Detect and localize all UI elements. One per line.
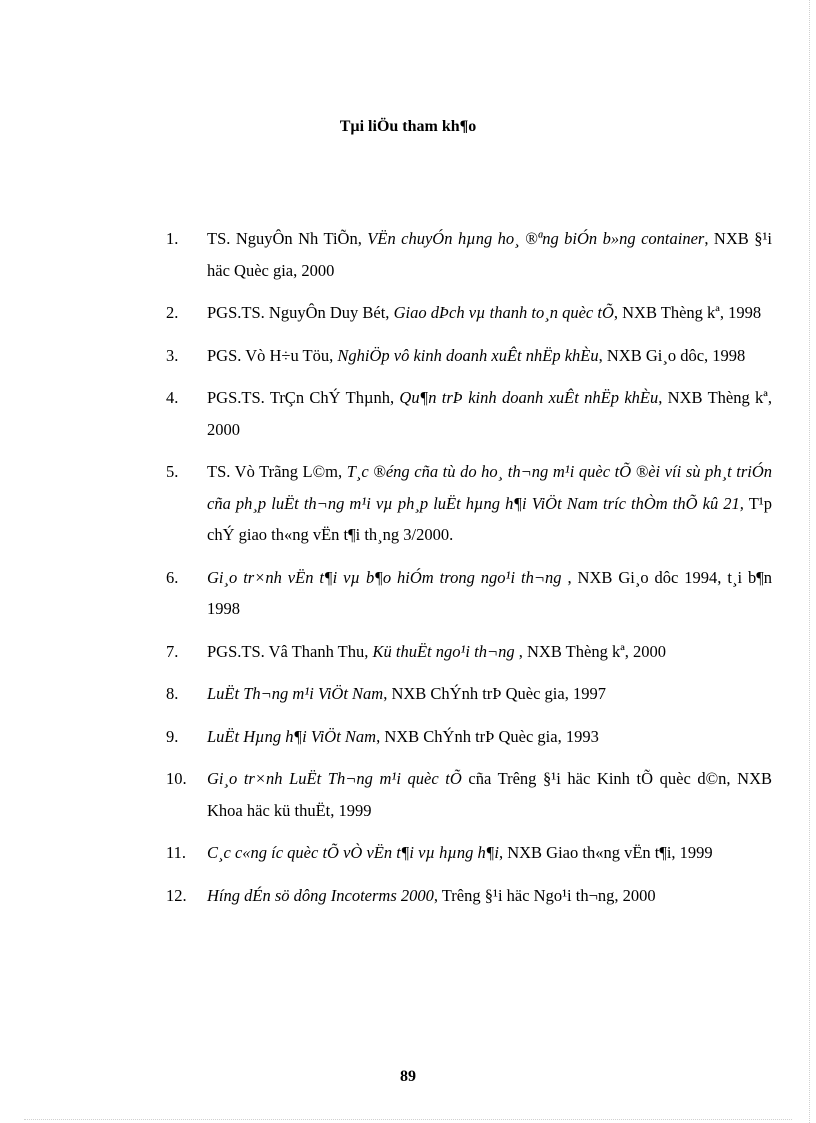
reference-work-title: T¸c ®éng cña tù do ho¸ th¬ng m¹i quèc tÕ ®èi víi sù ph¸t triÓn cña ph¸p luËt th¬ng m¹i vµ ph¸p luËt hµng h¶i ViÖt Nam tríc thÒm thÕ kû 21, (207, 462, 773, 513)
reference-work-title: VËn chuyÓn hµng ho¸ ®ªng biÓn b»ng container (367, 229, 705, 248)
reference-item (166, 382, 772, 445)
reference-author: PGS. Vò H÷u Töu, (207, 345, 338, 365)
reference-publisher: , NXB Gi¸o dôc 1994, t¸i b¶n 1998 (207, 567, 772, 618)
reference-work-title: Gi¸o tr×nh LuËt Th¬ng m¹i quèc tÕ (207, 769, 462, 788)
reference-work-title: Gi¸o tr×nh vËn t¶i vµ b¶o hiÓm trong ngo¹i th¬ng (207, 567, 562, 587)
reference-work-title: LuËt Hµng h¶i ViÖt Nam (207, 726, 377, 746)
page-boundary-dotted-line (24, 1119, 792, 1120)
reference-work-title: Kü thuËt ngo¹i th¬ng (372, 641, 515, 661)
reference-publisher: , NXB Giao th«ng vËn t¶i, 1999 (498, 843, 713, 862)
reference-text (207, 562, 772, 625)
reference-publisher: , NXB Thèng kª, 2000 (207, 388, 772, 439)
reference-publisher: , NXB Thèng kª, 1998 (613, 303, 762, 322)
reference-author: PGS.TS. NguyÔn Duy Bét, (207, 303, 394, 322)
reference-number: 1. (166, 229, 179, 248)
reference-number: 2. (166, 303, 179, 322)
reference-item (166, 880, 772, 912)
reference-number: 8. (166, 684, 179, 703)
reference-item (166, 223, 772, 286)
reference-author: TS. Vò Trãng L©m, (207, 462, 347, 481)
reference-number: 4. (166, 388, 179, 407)
page-number: 89 (400, 1068, 416, 1085)
reference-text (207, 636, 772, 668)
reference-text (207, 456, 772, 551)
reference-author: PGS.TS. Vâ Thanh Thu, (207, 641, 373, 661)
reference-text (207, 763, 772, 826)
reference-item (166, 456, 772, 551)
reference-number: 5. (166, 462, 179, 481)
page-margin-dotted-line (809, 0, 810, 1123)
reference-item (166, 678, 772, 710)
reference-number: 3. (166, 345, 179, 365)
reference-text (207, 297, 772, 329)
reference-text (207, 678, 772, 710)
reference-work-title: C¸c c«ng íc quèc tÕ vÒ vËn t¶i vµ hµng h¶i (207, 843, 499, 862)
reference-text (207, 223, 772, 286)
reference-item (166, 636, 772, 668)
reference-item (166, 721, 772, 753)
reference-item (166, 297, 772, 329)
reference-text (207, 340, 772, 372)
reference-text (207, 880, 772, 912)
reference-publisher: T¹p chÝ giao th«ng vËn t¶i th¸ng 3/2000. (207, 493, 772, 544)
reference-publisher: , Trêng §¹i häc Ngo¹i th¬ng, 2000 (433, 885, 656, 905)
reference-text (207, 837, 772, 869)
reference-work-title: LuËt Th¬ng m¹i ViÖt Nam (207, 684, 384, 703)
reference-publisher: , NXB ChÝnh trÞ Quèc gia, 1993 (376, 726, 599, 746)
reference-publisher: cña Trêng §¹i häc Kinh tÕ quèc d©n, NXB Khoa häc kü thuËt, 1999 (207, 769, 772, 820)
reference-item (166, 837, 772, 869)
reference-list (166, 223, 772, 922)
reference-work-title: Qu¶n trÞ kinh doanh xuÊt nhËp khÈu (399, 388, 659, 407)
reference-number: 10. (166, 769, 187, 788)
reference-text (207, 721, 772, 753)
reference-item (166, 763, 772, 826)
reference-work-title: NghiÖp vô kinh doanh xuÊt nhËp khÈu (337, 345, 599, 365)
reference-number: 6. (166, 567, 179, 587)
reference-work-title: Giao dÞch vµ thanh to¸n quèc tÕ (393, 303, 614, 322)
reference-author: TS. NguyÔn Nh TiÕn, (207, 229, 368, 248)
reference-publisher: , NXB Gi¸o dôc, 1998 (598, 345, 746, 365)
reference-publisher: , NXB Thèng kª, 2000 (514, 641, 666, 661)
reference-number: 7. (166, 641, 179, 661)
reference-author: PGS.TS. TrÇn ChÝ Thµnh, (207, 388, 400, 407)
reference-number: 11. (166, 843, 187, 862)
reference-work-title: Híng dÉn sö dông Incoterms 2000 (207, 885, 434, 905)
reference-text (207, 382, 772, 445)
reference-publisher: , NXB §¹i häc Quèc gia, 2000 (207, 229, 772, 280)
page-title: Tµi liÖu tham kh¶o (339, 118, 477, 135)
reference-publisher: , NXB ChÝnh trÞ Quèc gia, 1997 (383, 684, 606, 703)
reference-item (166, 340, 772, 372)
reference-number: 12. (166, 885, 187, 905)
reference-number: 9. (166, 726, 179, 746)
reference-item (166, 562, 772, 625)
